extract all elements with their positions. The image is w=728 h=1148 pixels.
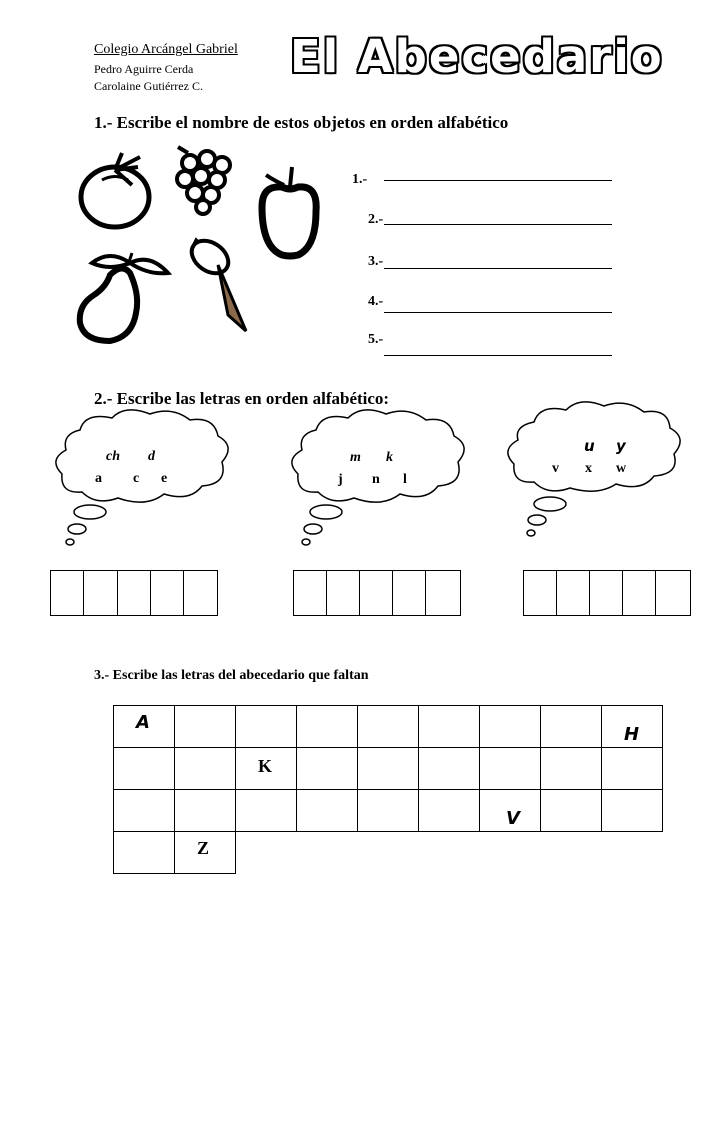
alphabet-cell[interactable] — [480, 706, 541, 748]
alphabet-cell[interactable] — [236, 790, 297, 832]
bubble-3-letter: y — [616, 437, 626, 455]
answer-label-4: 4.- — [368, 294, 384, 309]
answer-label-5: 5.- — [368, 332, 384, 347]
answer-line-2[interactable] — [384, 224, 612, 225]
bubble-1-letter: ch — [106, 449, 120, 464]
answer-boxes-1 — [50, 570, 218, 616]
answer-box[interactable] — [393, 571, 426, 615]
alphabet-cell[interactable] — [297, 790, 358, 832]
bubble-3-letter: w — [616, 461, 627, 476]
answer-box[interactable] — [84, 571, 118, 615]
alphabet-cell[interactable] — [602, 748, 663, 790]
answer-boxes-3 — [523, 570, 691, 616]
bubble-2-letter: l — [403, 472, 407, 487]
bubble-3-letter: v — [552, 461, 559, 476]
alphabet-cell[interactable] — [419, 706, 480, 748]
answer-box[interactable] — [294, 571, 327, 615]
bubble-2-letter: n — [372, 472, 380, 487]
answer-boxes-2 — [293, 570, 461, 616]
answer-box[interactable] — [524, 571, 557, 615]
section-1-heading: 1.- Escribe el nombre de estos objetos en orden alfabético — [94, 113, 509, 132]
alphabet-cell[interactable] — [114, 748, 175, 790]
given-letter-k: K — [258, 756, 273, 776]
apple-icon — [262, 167, 316, 256]
answer-line-1[interactable] — [384, 180, 612, 181]
alphabet-grid — [113, 705, 663, 874]
alphabet-cell[interactable] — [541, 790, 602, 832]
alphabet-cell[interactable] — [480, 748, 541, 790]
answer-box[interactable] — [426, 571, 460, 615]
school-name: Colegio Arcángel Gabriel — [94, 42, 238, 57]
grapes-icon — [177, 147, 230, 214]
alphabet-cell[interactable] — [297, 748, 358, 790]
alphabet-cell[interactable] — [358, 790, 419, 832]
bubble-3-letter: u — [584, 437, 595, 455]
given-letter-a: A — [136, 712, 150, 733]
alphabet-cell[interactable] — [419, 790, 480, 832]
bubble-1-letter: d — [148, 449, 155, 464]
pear-icon — [80, 253, 168, 341]
bubble-1-letter: a — [95, 471, 102, 486]
alphabet-cell[interactable] — [358, 748, 419, 790]
answer-box[interactable] — [557, 571, 590, 615]
author-2: Carolaine Gutiérrez C. — [94, 79, 203, 93]
given-letter-v: V — [506, 808, 520, 829]
section-2-heading: 2.- Escribe las letras en orden alfabético: — [94, 389, 390, 408]
answer-box[interactable] — [590, 571, 623, 615]
alphabet-cell[interactable] — [602, 790, 663, 832]
answer-label-1: 1.- — [352, 172, 368, 187]
answer-line-5[interactable] — [384, 355, 612, 356]
bubble-1-letter: e — [161, 471, 168, 486]
answer-box[interactable] — [151, 571, 184, 615]
alphabet-cell[interactable] — [419, 748, 480, 790]
bubble-2-letter: k — [386, 450, 393, 465]
alphabet-cell[interactable] — [297, 706, 358, 748]
answer-box[interactable] — [51, 571, 84, 615]
bubble-2-letter: j — [338, 472, 343, 487]
alphabet-cell — [602, 706, 663, 748]
thought-bubble-2 — [292, 410, 464, 502]
answer-box[interactable] — [360, 571, 393, 615]
ice-cream-icon — [186, 234, 246, 331]
thought-bubble-1 — [56, 410, 228, 502]
alphabet-cell[interactable] — [114, 790, 175, 832]
objects-illustration — [70, 145, 340, 345]
alphabet-cell[interactable] — [175, 748, 236, 790]
given-letter-z: Z — [197, 838, 210, 858]
alphabet-cell — [236, 748, 297, 790]
alphabet-cell[interactable] — [541, 706, 602, 748]
alphabet-cell — [114, 706, 175, 748]
bubble-1-letter: c — [133, 471, 140, 486]
page-title: El Abecedario — [290, 30, 664, 83]
alphabet-cell[interactable] — [358, 706, 419, 748]
answer-line-4[interactable] — [384, 312, 612, 313]
alphabet-cell[interactable] — [175, 790, 236, 832]
answer-box[interactable] — [184, 571, 217, 615]
alphabet-cell[interactable] — [236, 706, 297, 748]
author-1: Pedro Aguirre Cerda — [94, 62, 194, 76]
alphabet-cell — [175, 832, 236, 874]
answer-box[interactable] — [118, 571, 151, 615]
given-letter-h: H — [624, 724, 640, 745]
answer-label-2: 2.- — [368, 212, 384, 227]
alphabet-cell[interactable] — [114, 832, 175, 874]
answer-box[interactable] — [656, 571, 690, 615]
alphabet-cell[interactable] — [175, 706, 236, 748]
bubble-2-letter: m — [350, 450, 361, 465]
answer-box[interactable] — [327, 571, 360, 615]
tomato-icon — [81, 153, 149, 227]
section-3-heading: 3.- Escribe las letras del abecedario que faltan — [94, 668, 369, 683]
answer-line-3[interactable] — [384, 268, 612, 269]
answer-box[interactable] — [623, 571, 656, 615]
answer-label-3: 3.- — [368, 254, 384, 269]
bubble-3-letter: x — [585, 461, 592, 476]
alphabet-cell[interactable] — [541, 748, 602, 790]
alphabet-cell — [480, 790, 541, 832]
